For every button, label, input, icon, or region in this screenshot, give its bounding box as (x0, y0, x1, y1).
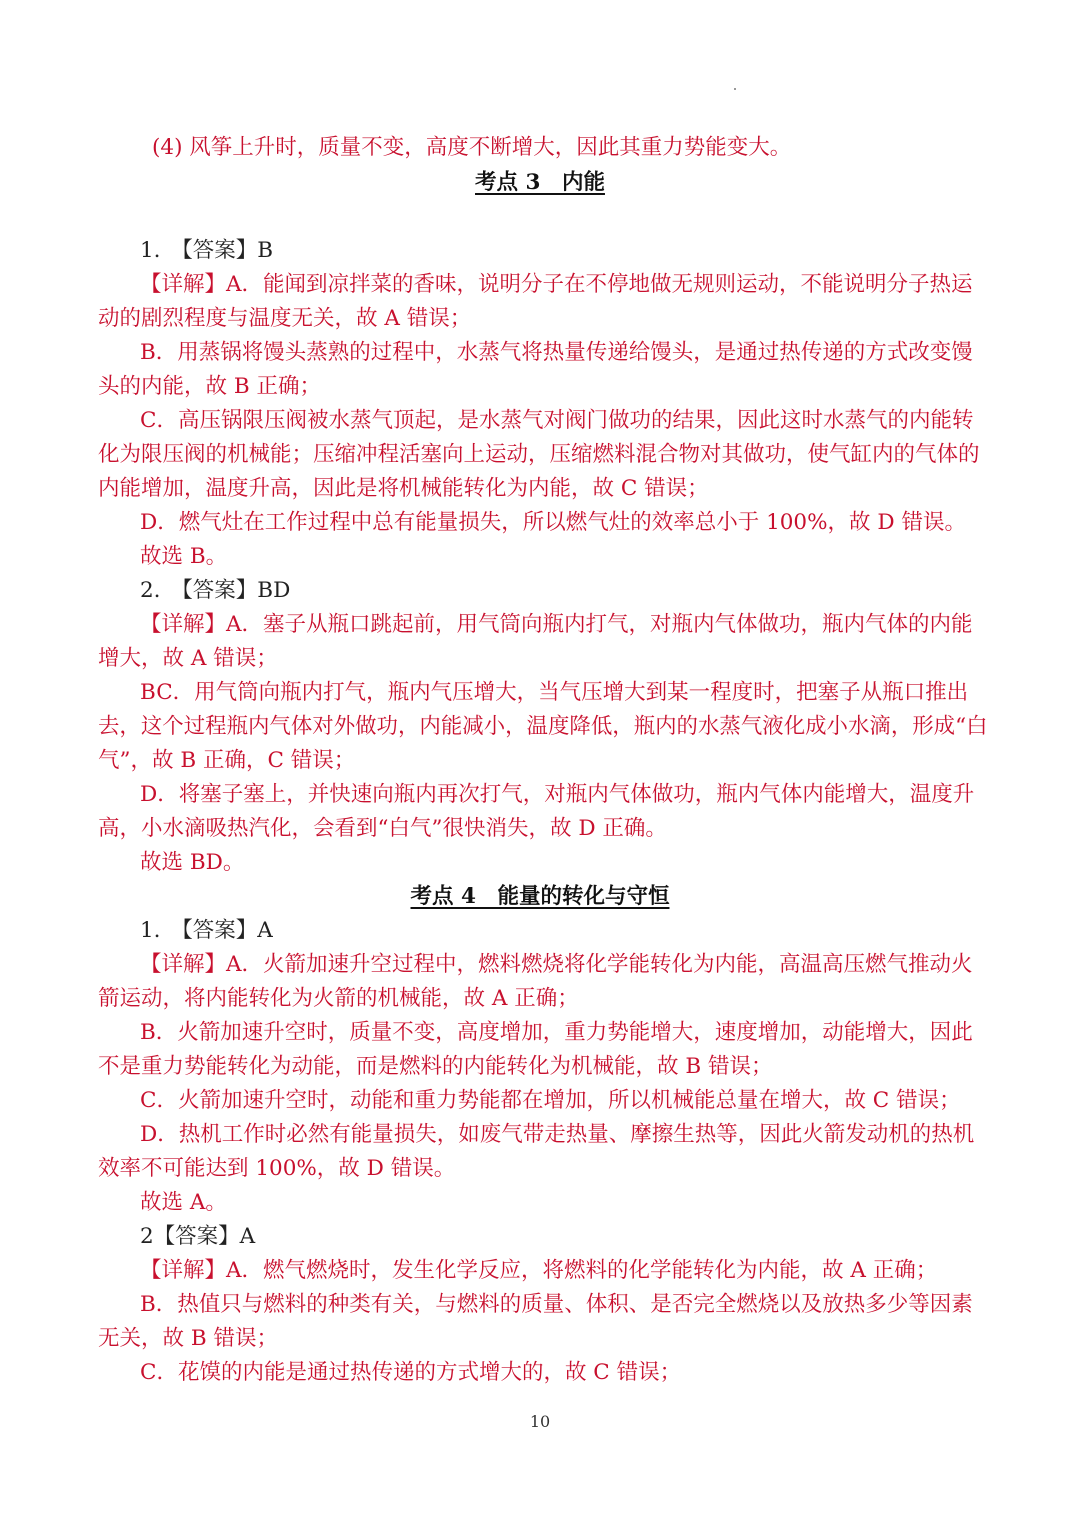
explanation-line: 头的内能，故 B 正确； (98, 374, 321, 399)
explanation-line: B．火箭加速升空时，质量不变，高度增加，重力势能增大，速度增加，动能增大，因此 (140, 1020, 973, 1045)
explanation-line: B．热值只与燃料的种类有关，与燃料的质量、体积、是否完全燃烧以及放热多少等因素 (140, 1292, 973, 1317)
explanation-line: D．将塞子塞上，并快速向瓶内再次打气，对瓶内气体做功，瓶内气体内能增大，温度升 (140, 782, 975, 807)
question-2-answer: 2. 【答案】BD (140, 578, 291, 603)
explanation-line: 无关，故 B 错误； (98, 1326, 278, 1351)
conclusion-line: 故选 A。 (140, 1190, 227, 1215)
explanation-line: 【详解】A．能闻到凉拌菜的香味，说明分子在不停地做无规则运动，不能说明分子热运 (140, 272, 973, 297)
explanation-line: BC．用气筒向瓶内打气，瓶内气压增大，当气压增大到某一程度时，把塞子从瓶口推出 (140, 680, 969, 705)
question-1-answer: 1. 【答案】B (140, 238, 274, 263)
explanation-line: 去，这个过程瓶内气体对外做功，内能减小，温度降低，瓶内的水蒸气液化成小水滴，形成“白 (98, 714, 988, 739)
explanation-line: 【详解】A．火箭加速升空过程中，燃料燃烧将化学能转化为内能，高温高压燃气推动火 (140, 952, 973, 977)
explanation-line: B．用蒸锅将馒头蒸熟的过程中，水蒸气将热量传递给馒头，是通过热传递的方式改变馒 (140, 340, 973, 365)
explanation-line: 不是重力势能转化为动能，而是燃料的内能转化为机械能，故 B 错误； (98, 1054, 773, 1079)
previous-answer-line: (4) 风筝上升时，质量不变，高度不断增大，因此其重力势能变大。 (152, 135, 792, 160)
explanation-line: 高，小水滴吸热汽化，会看到“白气”很快消失，故 D 正确。 (98, 816, 667, 841)
explanation-line: 气”，故 B 正确，C 错误； (98, 748, 356, 773)
scan-speck (734, 88, 736, 90)
explanation-line: 增大，故 A 错误； (98, 646, 278, 671)
explanation-line: 化为限压阀的机械能；压缩冲程活塞向上运动，压缩燃料混合物对其做功，使气缸内的气体的 (98, 442, 980, 467)
explanation-line: C．火箭加速升空时，动能和重力势能都在增加，所以机械能总量在增大，故 C 错误； (140, 1088, 961, 1113)
section-3-heading: 考点 3 内能 (475, 170, 605, 195)
explanation-line: 箭运动，将内能转化为火箭的机械能，故 A 正确； (98, 986, 579, 1011)
explanation-line: D．热机工作时必然有能量损失，如废气带走热量、摩擦生热等，因此火箭发动机的热机 (140, 1122, 975, 1147)
explanation-line: 【详解】A．塞子从瓶口跳起前，用气筒向瓶内打气，对瓶内气体做功，瓶内气体的内能 (140, 612, 973, 637)
conclusion-line: 故选 BD。 (140, 850, 245, 875)
conclusion-line: 故选 B。 (140, 544, 228, 569)
explanation-line: 内能增加，温度升高，因此是将机械能转化为内能，故 C 错误； (98, 476, 709, 501)
page-number: 10 (529, 1412, 551, 1431)
explanation-line: D．燃气灶在工作过程中总有能量损失，所以燃气灶的效率总小于 100%，故 D 错误。 (140, 510, 966, 535)
explanation-line: C．高压锅限压阀被水蒸气顶起，是水蒸气对阀门做功的结果，因此这时水蒸气的内能转 (140, 408, 974, 433)
explanation-line: 动的剧烈程度与温度无关，故 A 错误； (98, 306, 472, 331)
explanation-line: C．花馍的内能是通过热传递的方式增大的，故 C 错误； (140, 1360, 682, 1385)
question-1-answer: 1. 【答案】A (140, 918, 273, 943)
question-2-answer: 2【答案】A (140, 1224, 256, 1249)
explanation-line: 【详解】A．燃气燃烧时，发生化学反应，将燃料的化学能转化为内能，故 A 正确； (140, 1258, 938, 1283)
explanation-line: 效率不可能达到 100%，故 D 错误。 (98, 1156, 456, 1181)
section-4-heading: 考点 4 能量的转化与守恒 (410, 884, 670, 909)
